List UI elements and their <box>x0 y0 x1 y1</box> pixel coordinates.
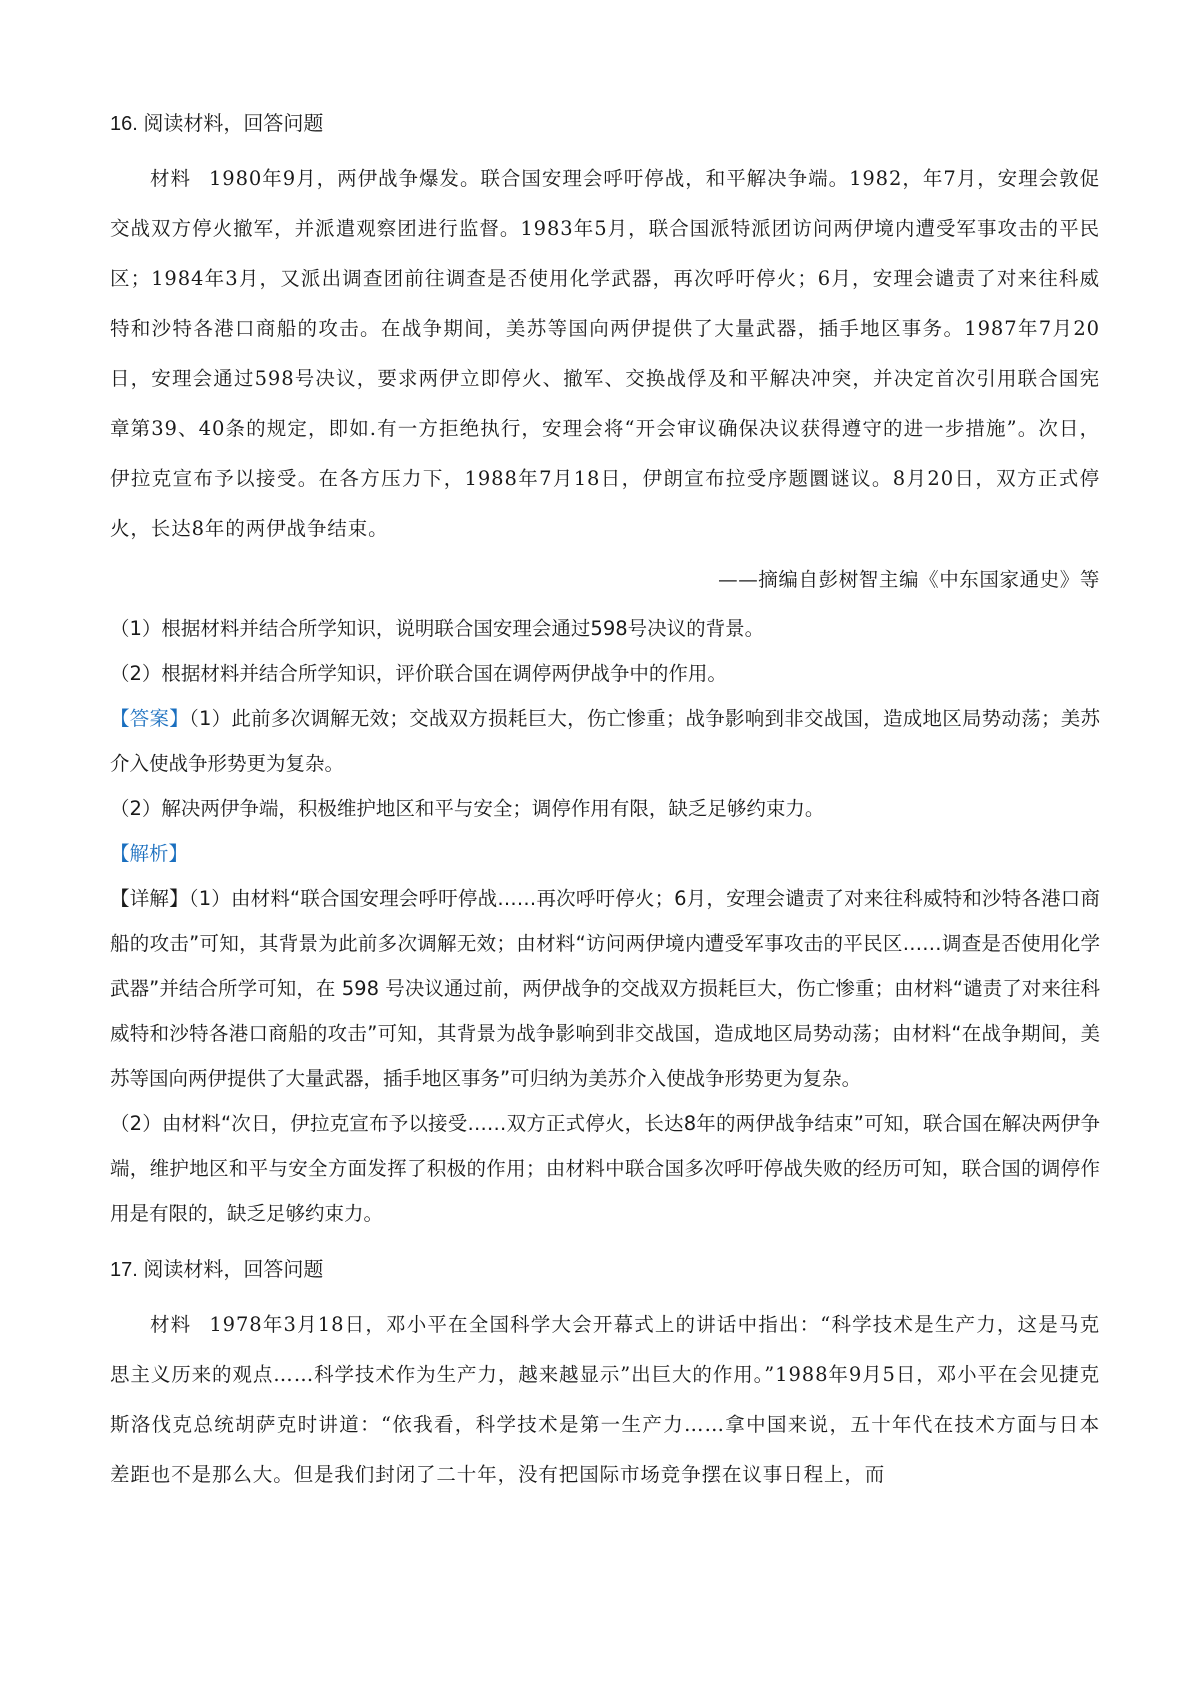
question-16-sub-1: （1）根据材料并结合所学知识，说明联合国安理会通过598号决议的背景。 <box>110 617 765 640</box>
detail-2: （2）由材料“次日，伊拉克宣布予以接受……双方正式停火，长达8年的两伊战争结束”可知，联合国在解决两伊争端，维护地区和平与安全方面发挥了积极的作用；由材料中联合国多次呼吁停战失败的经历可知，联合国的调停作用是有限的，缺乏足够约束力。 <box>110 1112 1100 1225</box>
answer-2: （2）解决两伊争端，积极维护地区和平与安全；调停作用有限，缺乏足够约束力。 <box>110 797 825 820</box>
material-label-17: 材料 <box>150 1313 192 1336</box>
detail-block <box>110 876 1100 1101</box>
analysis-block <box>110 831 1100 876</box>
question-16-sub-2: （2）根据材料并结合所学知识，评价联合国在调停两伊战争中的作用。 <box>110 662 727 685</box>
material-label: 材料 <box>150 167 191 190</box>
answer-1: （1）此前多次调解无效；交战双方损耗巨大，伤亡惨重；战争影响到非交战国，造成地区局势动荡；美苏介入使战争形势更为复杂。 <box>110 707 1100 775</box>
question-17-material <box>110 1300 1100 1500</box>
material-text-17: 1978年3月18日，邓小平在全国科学大会开幕式上的讲话中指出：“科学技术是生产力，这是马克思主义历来的观点……科学技术作为生产力，越来越显示”出巨大的作用。”1988年9月5日，邓小平在会见捷克斯洛伐克总统胡萨克时讲道：“依我看，科学技术是第一生产力……拿中国来说，五十年代在技术方面与日本差距也不是那么大。但是我们封闭了二十年，没有把国际市场竞争摆在议事日程上，而 <box>110 1313 1100 1486</box>
question-17-title: 17. 阅读材料，回答问题 <box>110 1259 324 1281</box>
detail-1: （1）由材料“联合国安理会呼吁停战……再次呼吁停火；6月，安理会谴责了对来往科威特和沙特各港口商船的攻击”可知，其背景为此前多次调解无效；由材料“访问两伊境内遭受军事攻击的平民区……调查是否使用化学武器”并结合所学可知，在 598 号决议通过前，两伊战争的交战双方损耗巨大，伤亡惨重；由材料“谴责了对来往科威特和沙特各港口商船的攻击”可知，其背景为战争影响到非交战国，造成地区局势动荡；由材料“在战争期间，美苏等国向两伊提供了大量武器，插手地区事务”可归纳为美苏介入使战争形势更为复杂。 <box>110 887 1100 1090</box>
material-source: ——摘编自彭树智主编《中东国家通史》等 <box>718 568 1100 591</box>
question-16-material <box>110 154 1100 554</box>
detail-tag: 【详解】 <box>110 887 189 910</box>
analysis-tag: 【解析】 <box>110 842 189 865</box>
document-page <box>110 100 1100 1500</box>
answer-tag: 【答案】 <box>110 707 189 730</box>
material-text: 1980年9月，两伊战争爆发。联合国安理会呼吁停战，和平解决争端。1982，年7月，安理会敦促交战双方停火撤军，并派遣观察团进行监督。1983年5月，联合国派特派团访问两伊境内遭受军事攻击的平民区；1984年3月，又派出调查团前往调查是否使用化学武器，再次呼吁停火；6月，安理会谴责了对来往科威特和沙特各港口商船的攻击。在战争期间，美苏等国向两伊提供了大量武器，插手地区事务。1987年7月20日，安理会通过598号决议，要求两伊立即停火、撤军、交换战俘及和平解决冲突，并决定首次引用联合国宪章第39、40条的规定，即如.有一方拒绝执行，安理会将“开会审议确保决议获得遵守的进一步措施”。次日，伊拉克宣布予以接受。在各方压力下，1988年7月18日，伊朗宣布拉受序题圜谜议。8月20日，双方正式停火，长达8年的两伊战争结束。 <box>110 167 1100 540</box>
answer-block <box>110 696 1100 786</box>
question-16-title: 16. 阅读材料，回答问题 <box>110 113 324 135</box>
